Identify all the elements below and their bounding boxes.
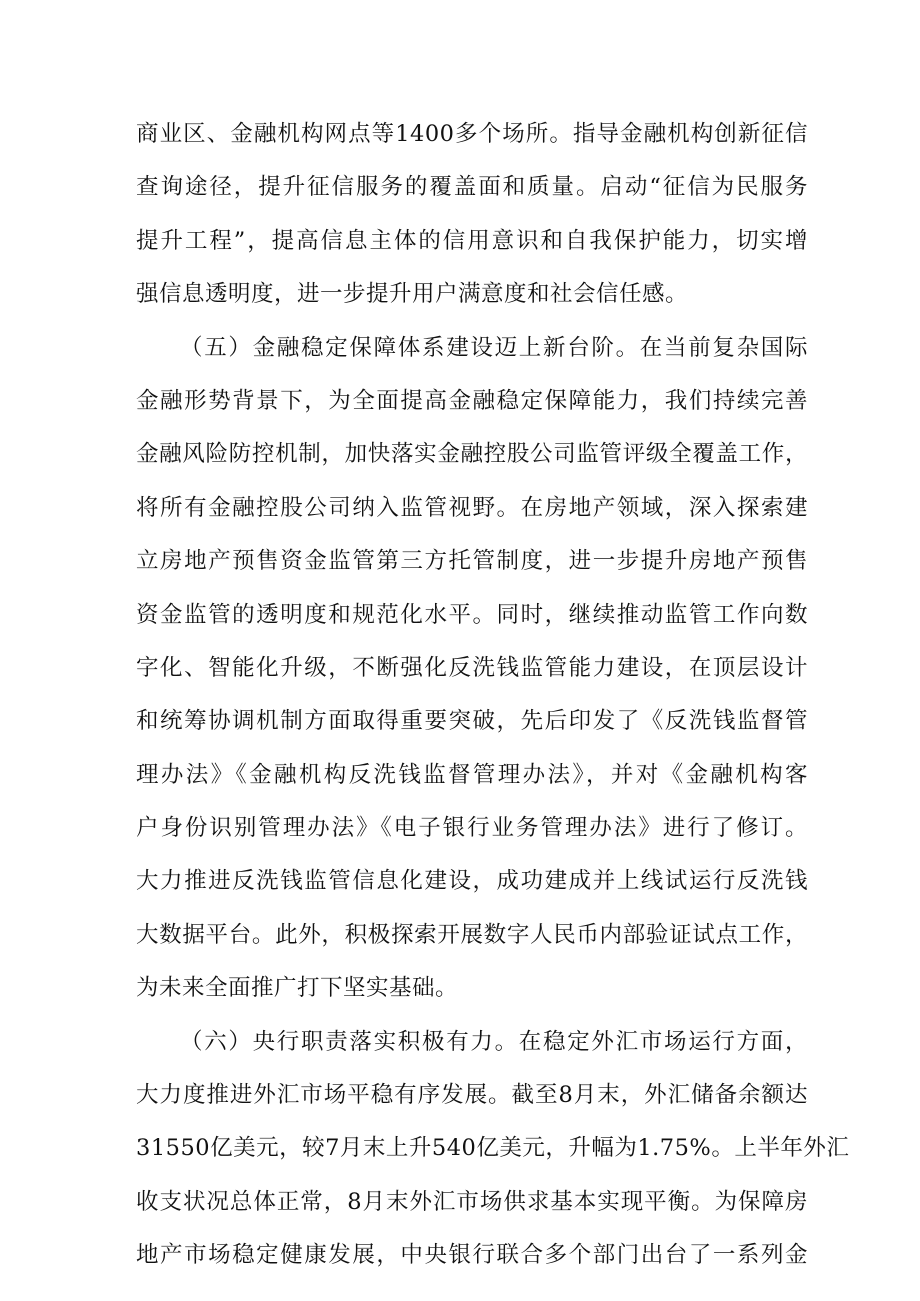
section-heading-line: （六）央行职责落实积极有力。在稳定外汇市场运行方面， [180, 1028, 808, 1055]
text-line: 金融形势背景下，为全面提高金融稳定保障能力，我们持续完善 [136, 387, 808, 414]
text-line: 地产市场稳定健康发展，中央银行联合多个部门出台了一系列金 [136, 1242, 808, 1269]
text-line: 资金监管的透明度和规范化水平。同时，继续推动监管工作向数 [136, 601, 808, 628]
body-text [136, 108, 850, 1283]
text-line: 户身份识别管理办法》《电子银行业务管理办法》进行了修订。 [136, 815, 808, 842]
text-line: 立房地产预售资金监管第三方托管制度，进一步提升房地产预售 [136, 548, 808, 575]
text-line: 31550亿美元，较7月末上升540亿美元，升幅为1.75%。上半年外汇 [136, 1135, 850, 1162]
text-line: 收支状况总体正常，8月末外汇市场供求基本实现平衡。为保障房 [136, 1188, 808, 1215]
text-line: 大数据平台。此外，积极探索开展数字人民币内部验证试点工作， [136, 921, 808, 948]
text-line: 字化、智能化升级，不断强化反洗钱监管能力建设，在顶层设计 [136, 654, 808, 681]
text-line: 金融风险防控机制，加快落实金融控股公司监管评级全覆盖工作， [136, 441, 808, 468]
section-heading-line: （五）金融稳定保障体系建设迈上新台阶。在当前复杂国际 [180, 334, 808, 361]
text-line: 查询途径，提升征信服务的覆盖面和质量。启动“征信为民服务 [136, 174, 808, 201]
text-line: 理办法》《金融机构反洗钱监督管理办法》，并对《金融机构客 [136, 761, 808, 788]
text-line: 强信息透明度，进一步提升用户满意度和社会信任感。 [136, 281, 689, 308]
text-line: 和统筹协调机制方面取得重要突破，先后印发了《反洗钱监督管 [136, 708, 808, 735]
text-line: 大力推进反洗钱监管信息化建设，成功建成并上线试运行反洗钱 [136, 868, 808, 895]
text-line: 大力度推进外汇市场平稳有序发展。截至8月末，外汇储备余额达 [136, 1082, 808, 1109]
text-line: 为未来全面推广打下坚实基础。 [136, 975, 459, 1002]
text-line: 将所有金融控股公司纳入监管视野。在房地产领域，深入探索建 [136, 494, 808, 521]
text-line: 商业区、金融机构网点等1400多个场所。指导金融机构创新征信 [136, 121, 808, 147]
text-line: 提升工程”，提高信息主体的信用意识和自我保护能力，切实增 [136, 227, 808, 254]
